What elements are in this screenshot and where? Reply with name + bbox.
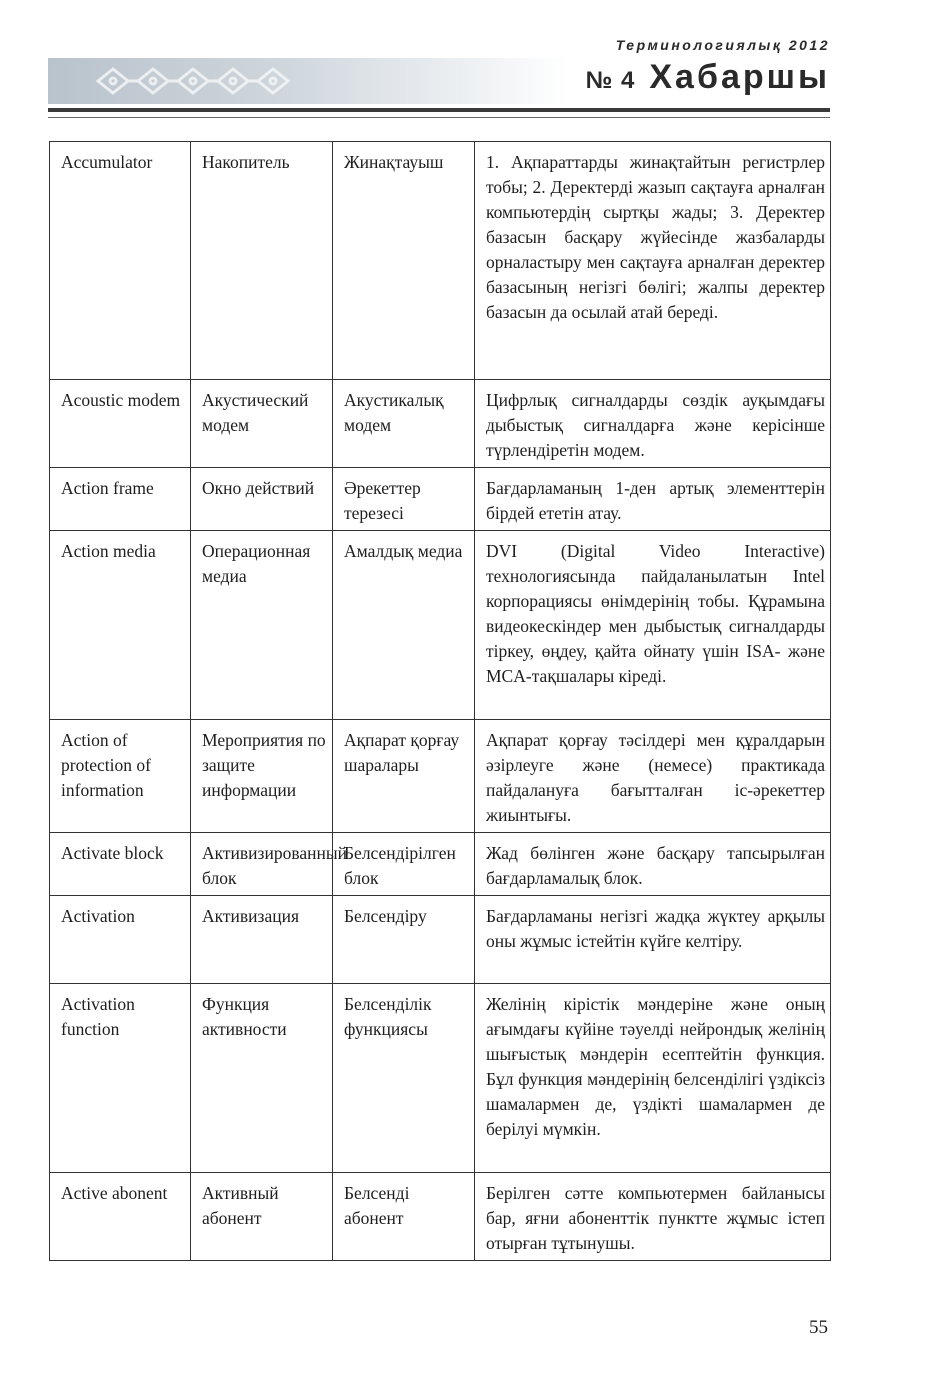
table-row [50,896,831,984]
term-kazakh: Белсенді абонент [333,1173,475,1261]
term-kazakh: Белсендірілген блок [333,833,475,896]
term-english: Action of protection of information [50,720,191,833]
journal-title [586,58,830,97]
header-ornament-band [48,58,568,104]
table-row [50,833,831,896]
table-row [50,380,831,468]
term-english: Activation [50,896,191,984]
term-russian: Активный абонент [191,1173,333,1261]
table-row [50,468,831,531]
page-number: 55 [809,1317,828,1338]
journal-name: Хабаршы [649,58,830,96]
term-english: Accumulator [50,142,191,380]
term-russian: Накопитель [191,142,333,380]
term-kazakh: Белсенділік функциясы [333,984,475,1173]
term-kazakh: Ақпарат қорғау шаралары [333,720,475,833]
term-definition: Бағдарламаның 1-ден артық элементтерін бірдей ететін атау. [475,468,831,531]
term-russian: Мероприятия по защите информации [191,720,333,833]
term-russian: Функция активности [191,984,333,1173]
issue-number: № 4 [585,67,636,94]
header-rule-thick [48,108,830,112]
term-kazakh: Жинақтауыш [333,142,475,380]
journal-subtitle: Терминологиялық 2012 [615,37,830,53]
term-english: Acoustic modem [50,380,191,468]
term-definition: DVI (Digital Video Interactive) технологиясында пайдаланылатын Intel корпорациясы өнімдерінің тобы. Құрамына видеокескіндер мен дыбыстық сигналдарды тіркеу, өңдеу, қайта ойнату үшін ISA- және MCA-тақшалары кіреді. [475,531,831,720]
terms-table [49,141,831,1261]
term-kazakh: Амалдық медиа [333,531,475,720]
term-definition: 1. Ақпараттарды жинақтайтын регистрлер тобы; 2. Деректерді жазып сақтауға арналған компьютердің сыртқы жады; 3. Деректер базасын басқару жүйесінде жазбаларды орналастыру мен сақтауға арналған деректер базасының негізгі бөлігі; жалпы деректер базасын да осылай атай береді. [475,142,831,380]
term-definition: Ақпарат қорғау тәсілдері мен құралдарын әзірлеуге және (немесе) практикада пайдалануға бағытталған іс-әрекеттер жиынтығы. [475,720,831,833]
table-row [50,531,831,720]
term-kazakh: Белсендіру [333,896,475,984]
term-russian: Окно действий [191,468,333,531]
term-russian: Активизированный блок [191,833,333,896]
term-english: Activation function [50,984,191,1173]
table-row [50,984,831,1173]
table-row [50,142,831,380]
term-russian: Операционная медиа [191,531,333,720]
term-english: Active abonent [50,1173,191,1261]
header-rule-thin [48,117,830,118]
term-english: Activate block [50,833,191,896]
term-definition: Бағдарламаны негізгі жадқа жүктеу арқылы оны жұмыс істейтін күйге келтіру. [475,896,831,984]
term-definition: Жад бөлінген және басқару тапсырылған бағдарламалық блок. [475,833,831,896]
ornament-pattern-icon [93,64,333,98]
term-english: Action frame [50,468,191,531]
term-definition: Желінің кірістік мәндеріне және оның ағымдағы күйіне тәуелді нейрондық желінің шығыстық мәндерін есептейтін функция. Бұл функция мәндерінің белсенділігі үздіксіз шамалармен де, үздікті шамалармен де берілуі мүмкін. [475,984,831,1173]
term-kazakh: Акустикалық модем [333,380,475,468]
term-kazakh: Әрекеттер терезесі [333,468,475,531]
term-definition: Цифрлық сигналдарды сөздік ауқымдағы дыбыстық сигналдарға және керісінше түрлендіретін модем. [475,380,831,468]
term-definition: Берілген сәтте компьютермен байланысы бар, яғни абоненттік пунктте жұмыс істеп отырған тұтынушы. [475,1173,831,1261]
term-russian: Активизация [191,896,333,984]
term-russian: Акустический модем [191,380,333,468]
table-row [50,720,831,833]
term-english: Action media [50,531,191,720]
table-row [50,1173,831,1261]
